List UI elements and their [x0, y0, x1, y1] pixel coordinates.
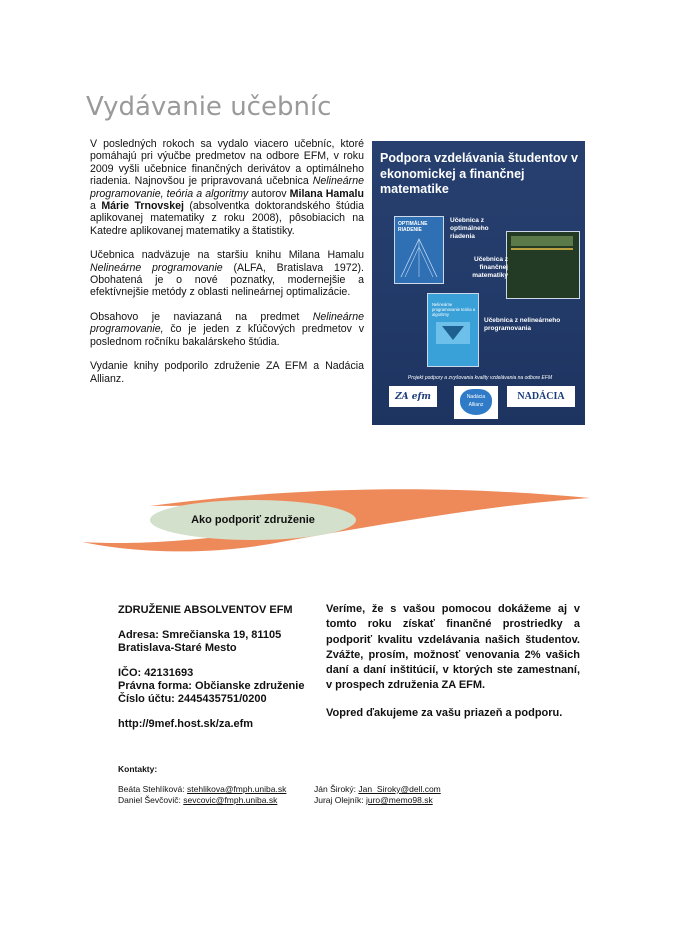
contacts-row [118, 784, 538, 795]
contact-item: Daniel Ševčovič: sevcovic@fmph.uniba.sk [118, 795, 278, 805]
allianz-foundation-logo: Nadácia Allianz [454, 386, 498, 419]
contact-email-link[interactable]: juro@memo98.sk [365, 795, 433, 805]
contact-item: Ján Široký: Jan_Siroky@dell.com [314, 784, 441, 794]
donation-appeal [326, 602, 580, 733]
contacts-row [118, 795, 538, 806]
contact-email-link[interactable]: Jan_Siroky@dell.com [358, 784, 441, 794]
book-graphic-icon [395, 217, 443, 283]
book-cover-financial-math [506, 231, 580, 299]
association-url: http://9mef.host.sk/za.efm [118, 718, 254, 730]
contact-email-link[interactable]: sevcovic@fmph.uniba.sk [183, 795, 278, 805]
appeal-text: Veríme, že s vašou pomocou dokážeme aj v tomto roku získať finančné prostriedky a podporiť kvalitu vzdelávania našich študentov. Zvážte, prosím, možnosť venovania 2% vašich daní a daní inštitúcií, v ktorých ste zamestnaní, v prospech združenia ZA EFM. [326, 603, 580, 692]
contacts-heading: Kontakty: [118, 764, 158, 774]
poster-footer: Projekt podpory a zvyšovania kvality vzdelávania na odbore EFM [407, 375, 553, 381]
za-efm-logo: ZA efm [389, 386, 437, 407]
paragraph-4: Vydanie knihy podporilo združenie ZA EFM a Nadácia Allianz. [90, 360, 364, 385]
contact-email-link[interactable]: stehlikova@fmph.uniba.sk [187, 784, 287, 794]
book-title: Nelineárne programovanie, teória a algoritmy [90, 175, 364, 200]
author-name: Milana Hamalu [289, 187, 364, 200]
paragraph-1: V posledných rokoch sa vydalo viacero učebníc, ktoré pomáhajú pri výučbe predmetov na odbore EFM, v roku 2009 vyšli učebnice finančných derivátov a optimálneho riadenia. Najnovšou je pripravovaná učebnica Nelineárne programovanie, teória a algoritmy autorov Milana Hamalu a Márie Trnovskej (absolventka doktorandského štúdia aplikovanej matematiky z roku 2008), pôsobiacich na Katedre aplikovanej matematiky a štatistiky. [90, 138, 364, 237]
book-cover-nonlinear-programming: Nelineárne programovanie teória a algoritmy [427, 293, 479, 367]
association-info [118, 604, 318, 743]
contact-item: Beáta Stehlíková: stehlikova@fmph.uniba.sk [118, 784, 287, 794]
book-title: Nelineárne programovanie [90, 261, 223, 274]
author-name: Márie Trnovskej [101, 200, 184, 213]
label-optimal-control: Učebnica z optimálneho riadenia [450, 217, 489, 240]
paragraph-3: Obsahovo je naviazaná na predmet Nelineárne programovanie, čo je jeden z kľúčových predmetov v poslednom ročníku bakalárskeho štúdia. [90, 310, 364, 348]
contact-item: Juraj Olejník: juro@memo98.sk [314, 795, 433, 805]
paragraph-2: Učebnica nadväzuje na staršiu knihu Milana Hamalu Nelineárne programovanie (ALFA, Bratislava 1972). Obohatená je o nové poznatky, modernejšie a efektívnejšie metódy z oblasti nelineárnej optimalizácie. [90, 249, 364, 299]
nadacia-logo: NADÁCIA [507, 386, 575, 407]
association-registration: IČO: 42131693 Právna forma: Občianske združenie Číslo účtu: 2445435751/0200 [118, 667, 305, 705]
support-association-heading: Ako podporiť združenie [150, 500, 356, 540]
section-title: Vydávanie učebníc [86, 92, 332, 122]
course-title: Nelineárne programovanie, [90, 310, 364, 336]
project-poster-image [372, 141, 585, 425]
association-address: Adresa: Smrečianska 19, 81105 Bratislava-Staré Mesto [118, 629, 282, 654]
article-text [90, 138, 364, 397]
book-cover-optimal-control: OPTIMÁLNE RIADENIE [394, 216, 444, 284]
poster-title: Podpora vzdelávania študentov v ekonomickej a finančnej matematike [380, 151, 578, 196]
contacts-block [118, 764, 538, 806]
association-name: ZDRUŽENIE ABSOLVENTOV EFM [118, 604, 293, 616]
label-financial-math: Učebnica z finančnej matematiky [472, 256, 508, 279]
book-graphic-icon [428, 294, 478, 366]
label-nonlinear-programming: Učebnica z nelineárneho programovania [484, 317, 561, 332]
appeal-thanks: Vopred ďakujeme za vašu priazeň a podporu. [326, 706, 563, 719]
